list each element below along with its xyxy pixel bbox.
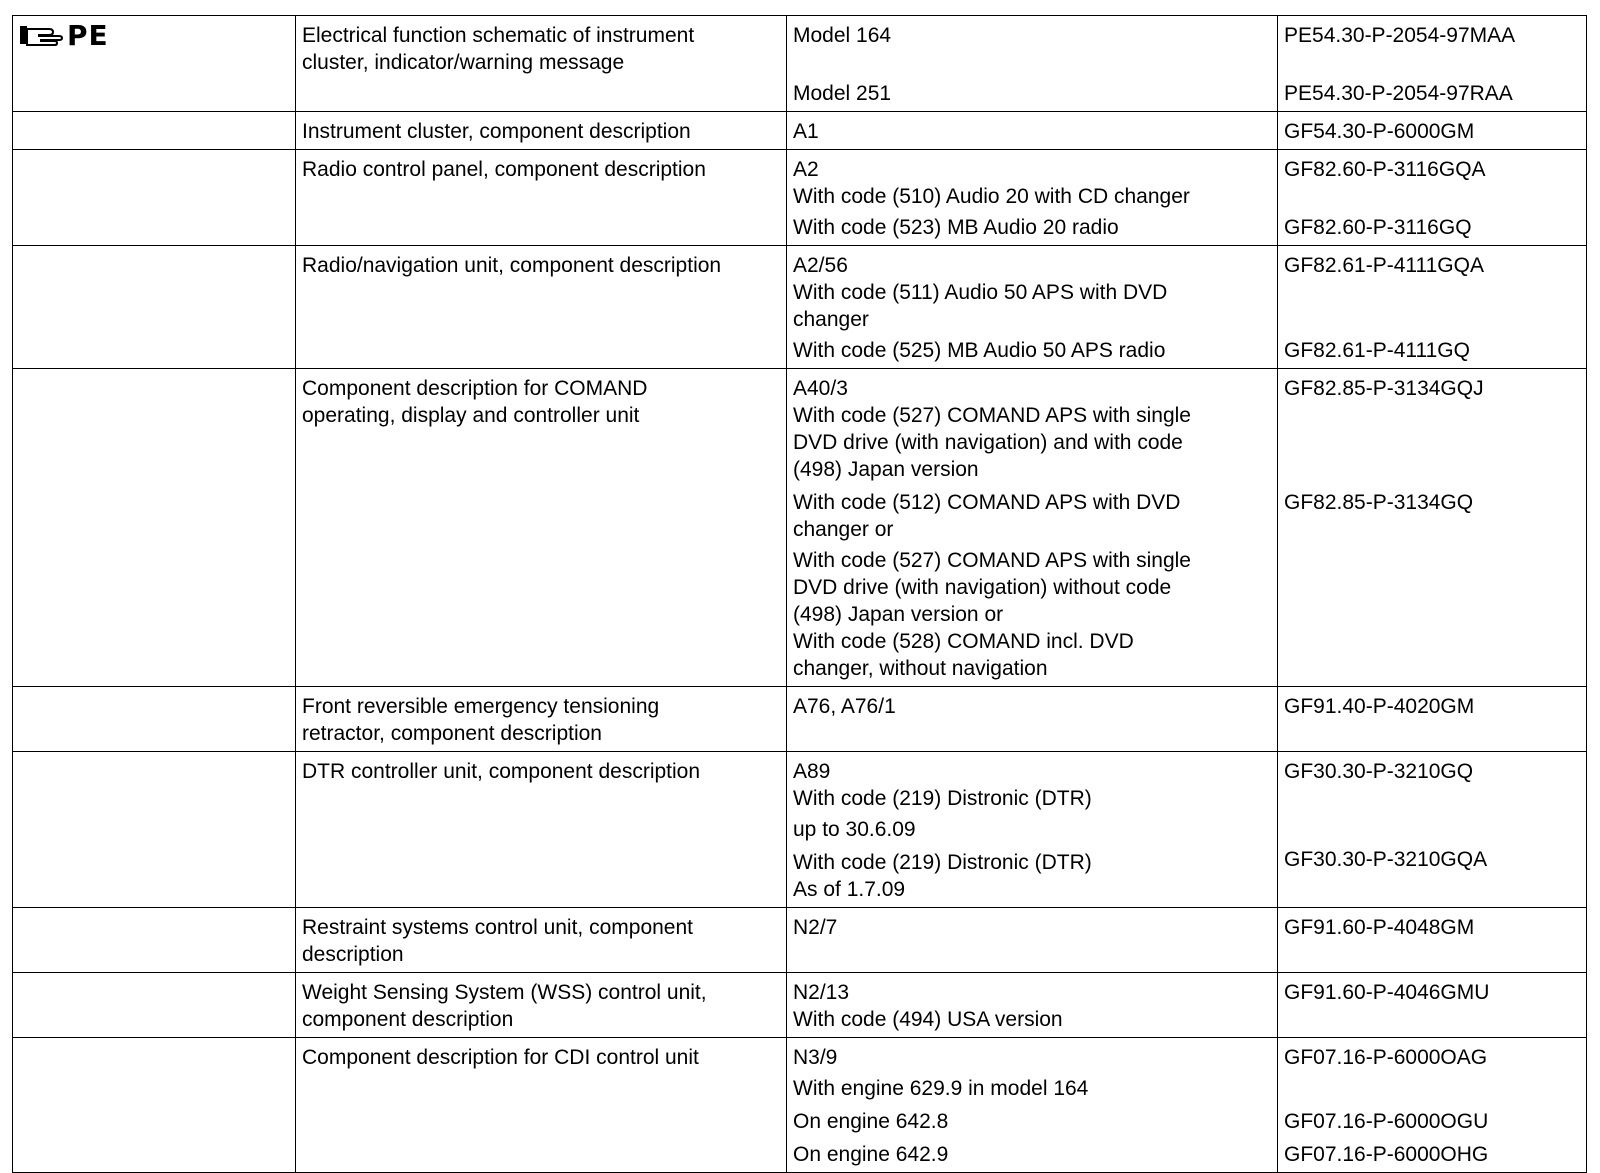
designation-line: N3/9 [793, 1046, 838, 1069]
description-line: Instrument cluster, component description [302, 120, 691, 143]
reference-cell [1278, 16, 1587, 112]
reference-code: PE54.30-P-2054-97MAA [1284, 24, 1516, 47]
table-row [13, 687, 1587, 752]
table-row [13, 973, 1587, 1038]
description-line: retractor, component description [302, 722, 602, 745]
designation-line: With code (219) Distronic (DTR) [793, 787, 1092, 810]
reference-code: GF91.60-P-4046GMU [1284, 981, 1490, 1004]
description-line: Radio/navigation unit, component description [302, 254, 722, 277]
reference-cell [1278, 150, 1587, 246]
marker-cell [13, 687, 296, 752]
reference-code: GF91.60-P-4048GM [1284, 916, 1475, 939]
reference-cell [1278, 1038, 1587, 1173]
reference-code: PE54.30-P-2054-97RAA [1284, 82, 1513, 105]
designation-line: DVD drive (with navigation) without code [793, 576, 1172, 599]
description-line: Component description for CDI control unit [302, 1046, 699, 1069]
description-cell [296, 369, 787, 687]
designation-line: On engine 642.8 [793, 1110, 949, 1133]
designation-line: changer or [793, 518, 894, 541]
designation-line: up to 30.6.09 [793, 818, 916, 841]
marker-cell [13, 112, 296, 150]
description-line: Front reversible emergency tensioning [302, 695, 660, 718]
description-line: cluster, indicator/warning message [302, 51, 625, 74]
marker-cell [13, 369, 296, 687]
reference-cell [1278, 246, 1587, 369]
designation-cell [787, 687, 1278, 752]
designation-line: N2/7 [793, 916, 838, 939]
description-cell [296, 973, 787, 1038]
table-row [13, 16, 1587, 112]
reference-code: GF30.30-P-3210GQ [1284, 760, 1474, 783]
designation-line: A2 [793, 158, 819, 181]
designation-line: A2/56 [793, 254, 848, 277]
reference-cell [1278, 369, 1587, 687]
description-cell [296, 16, 787, 112]
reference-code: GF07.16-P-6000OHG [1284, 1143, 1489, 1166]
description-line: operating, display and controller unit [302, 404, 640, 427]
reference-code: GF91.40-P-4020GM [1284, 695, 1475, 718]
description-line: description [302, 943, 404, 966]
description-cell [296, 246, 787, 369]
designation-line: With code (527) COMAND APS with single [793, 549, 1191, 572]
reference-code: GF54.30-P-6000GM [1284, 120, 1475, 143]
designation-line: (498) Japan version or [793, 603, 1004, 626]
pointing-hand-icon [19, 24, 63, 48]
designation-line: A89 [793, 760, 831, 783]
designation-line: changer [793, 308, 869, 331]
description-cell [296, 752, 787, 908]
description-line: Component description for COMAND [302, 377, 648, 400]
description-line: Electrical function schematic of instrument [302, 24, 695, 47]
description-line: DTR controller unit, component description [302, 760, 701, 783]
description-line: Restraint systems control unit, component [302, 916, 694, 939]
reference-cell [1278, 752, 1587, 908]
designation-cell [787, 16, 1278, 112]
description-cell [296, 687, 787, 752]
description-cell [296, 112, 787, 150]
table-row [13, 246, 1587, 369]
designation-line: With code (525) MB Audio 50 APS radio [793, 339, 1166, 362]
designation-line: Model 164 [793, 24, 892, 47]
reference-code: GF07.16-P-6000OGU [1284, 1110, 1489, 1133]
marker-cell [13, 16, 296, 112]
description-cell [296, 908, 787, 973]
designation-line: N2/13 [793, 981, 850, 1004]
reference-code: GF82.85-P-3134GQ [1284, 491, 1474, 514]
designation-cell [787, 1038, 1278, 1173]
table-row [13, 752, 1587, 908]
designation-cell [787, 246, 1278, 369]
designation-line: With code (528) COMAND incl. DVD [793, 630, 1134, 653]
reference-cell [1278, 112, 1587, 150]
marker-cell [13, 1038, 296, 1173]
description-line: component description [302, 1008, 514, 1031]
designation-cell [787, 369, 1278, 687]
reference-cell [1278, 908, 1587, 973]
pe-marker [19, 19, 289, 52]
description-line: Weight Sensing System (WSS) control unit, [302, 981, 707, 1004]
reference-code: GF82.61-P-4111GQA [1284, 254, 1484, 277]
designation-cell [787, 908, 1278, 973]
marker-cell [13, 908, 296, 973]
reference-code: GF07.16-P-6000OAG [1284, 1046, 1488, 1069]
designation-cell [787, 112, 1278, 150]
reference-table [12, 15, 1587, 1173]
designation-line: With code (219) Distronic (DTR) [793, 851, 1092, 874]
designation-line: With engine 629.9 in model 164 [793, 1077, 1089, 1100]
designation-cell [787, 752, 1278, 908]
designation-cell [787, 973, 1278, 1038]
designation-line: changer, without navigation [793, 657, 1048, 680]
description-line: Radio control panel, component description [302, 158, 706, 181]
designation-line: With code (523) MB Audio 20 radio [793, 216, 1119, 239]
reference-code: GF82.60-P-3116GQ [1284, 216, 1472, 239]
table-row [13, 1038, 1587, 1173]
designation-line: A40/3 [793, 377, 848, 400]
designation-line: With code (494) USA version [793, 1008, 1063, 1031]
marker-cell [13, 973, 296, 1038]
reference-code: GF82.85-P-3134GQJ [1284, 377, 1484, 400]
reference-cell [1278, 687, 1587, 752]
designation-line: Model 251 [793, 82, 892, 105]
designation-line: With code (512) COMAND APS with DVD [793, 491, 1181, 514]
table-row [13, 150, 1587, 246]
reference-code: GF82.60-P-3116GQA [1284, 158, 1486, 181]
designation-line: (498) Japan version [793, 458, 979, 481]
designation-line: With code (527) COMAND APS with single [793, 404, 1191, 427]
table-row [13, 112, 1587, 150]
pe-label: PE [67, 19, 109, 52]
table-row [13, 369, 1587, 687]
designation-line: With code (511) Audio 50 APS with DVD [793, 281, 1168, 304]
marker-cell [13, 150, 296, 246]
marker-cell [13, 246, 296, 369]
designation-line: On engine 642.9 [793, 1143, 949, 1166]
description-cell [296, 150, 787, 246]
reference-code: GF30.30-P-3210GQA [1284, 848, 1488, 871]
marker-cell [13, 752, 296, 908]
designation-line: DVD drive (with navigation) and with code [793, 431, 1183, 454]
table-row [13, 908, 1587, 973]
reference-cell [1278, 973, 1587, 1038]
designation-cell [787, 150, 1278, 246]
designation-line: With code (510) Audio 20 with CD changer [793, 185, 1190, 208]
designation-line: A76, A76/1 [793, 695, 896, 718]
description-cell [296, 1038, 787, 1173]
designation-line: A1 [793, 120, 819, 143]
designation-line: As of 1.7.09 [793, 878, 906, 901]
reference-code: GF82.61-P-4111GQ [1284, 339, 1470, 362]
